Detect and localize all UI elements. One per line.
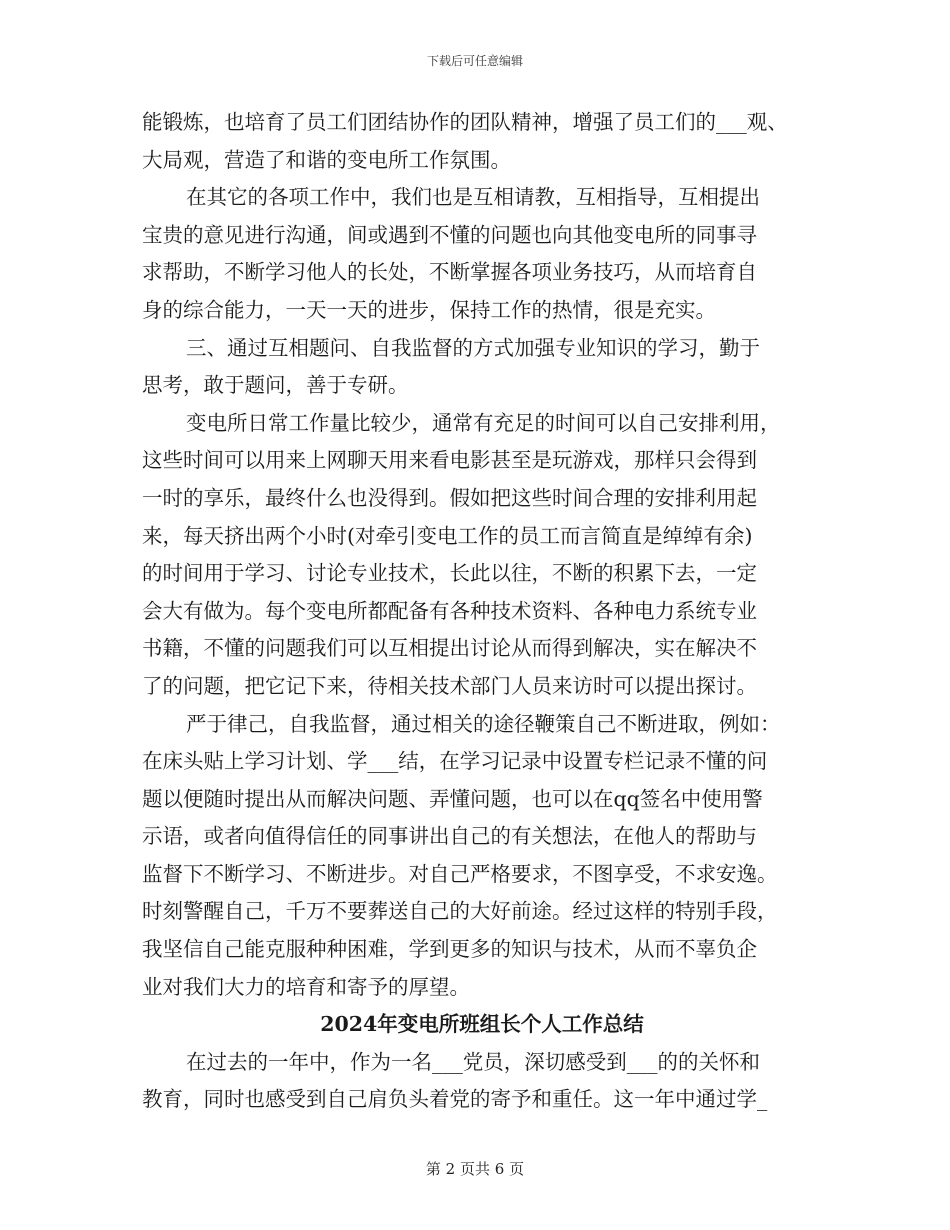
text-line: 在床头贴上学习计划、学___结，在学习记录中设置专栏记录不懂的问 bbox=[142, 749, 768, 774]
text-line: 严于律己，自我监督，通过相关的途径鞭策自己不断进取，例如： bbox=[186, 711, 781, 736]
page-header: 下载后可任意编辑 bbox=[426, 54, 523, 68]
text-line: 我坚信自己能克服种种困难，学到更多的知识与技术，从而不辜负企 bbox=[142, 937, 757, 962]
page-footer: 第 2 页共 6 页 bbox=[425, 1160, 525, 1178]
text-line: 三、通过互相题问、自我监督的方式加强专业知识的学习，勤于 bbox=[186, 335, 760, 360]
text-line: 了的问题，把它记下来，待相关技术部门人员来访时可以提出探讨。 bbox=[142, 673, 757, 698]
text-line: 时刻警醒自己，千万不要葬送自己的大好前途。经过这样的特别手段， bbox=[142, 899, 778, 924]
text-line: 大局观，营造了和谐的变电所工作氛围。 bbox=[142, 147, 511, 172]
text-line: 一时的享乐，最终什么也没得到。假如把这些时间合理的安排利用起 bbox=[142, 485, 757, 510]
text-line: 思考，敢于题问，善于专研。 bbox=[142, 373, 409, 398]
text-line: 题以便随时提出从而解决问题、弄懂问题，也可以在qq签名中使用警 bbox=[142, 786, 763, 811]
text-line: 会大有做为。每个变电所都配备有各种技术资料、各种电力系统专业 bbox=[142, 598, 757, 623]
text-line: 在过去的一年中，作为一名___党员，深切感受到___的的关怀和 bbox=[186, 1049, 760, 1074]
text-line: 来，每天挤出两个小时(对牵引变电工作的员工而言简直是绰绰有余) bbox=[142, 523, 753, 548]
text-line: 在其它的各项工作中，我们也是互相请教，互相指导，互相提出 bbox=[186, 185, 760, 210]
text-line: 身的综合能力，一天一天的进步，保持工作的热情，很是充实。 bbox=[142, 297, 716, 322]
document-body bbox=[142, 104, 822, 1119]
text-line: 业对我们大力的培育和寄予的厚望。 bbox=[142, 974, 470, 999]
text-line: 教育，同时也感受到自己肩负头着党的寄予和重任。这一年中通过学_ bbox=[142, 1087, 768, 1112]
text-line: 书籍，不懂的问题我们可以互相提出讨论从而得到解决，实在解决不 bbox=[142, 636, 757, 661]
text-line: 监督下不断学习、不断进步。对自己严格要求，不图享受，不求安逸。 bbox=[142, 861, 778, 886]
text-line: 能锻炼，也培育了员工们团结协作的团队精神，增强了员工们的___观、 bbox=[142, 110, 788, 134]
text-line: 变电所日常工作量比较少，通常有充足的时间可以自己安排利用， bbox=[186, 410, 781, 435]
text-line: 的时间用于学习、讨论专业技术，长此以往，不断的积累下去，一定 bbox=[142, 561, 757, 586]
text-line: 这些时间可以用来上网聊天用来看电影甚至是玩游戏，那样只会得到 bbox=[142, 448, 757, 473]
text-line: 示语，或者向值得信任的同事讲出自己的有关想法，在他人的帮助与 bbox=[142, 824, 757, 849]
text-line: 求帮助，不断学习他人的长处，不断掌握各项业务技巧，从而培育自 bbox=[142, 260, 757, 285]
section-title: 2024年变电所班组长个人工作总结 bbox=[320, 1012, 644, 1037]
text-line: 宝贵的意见进行沟通，间或遇到不懂的问题也向其他变电所的同事寻 bbox=[142, 222, 757, 247]
